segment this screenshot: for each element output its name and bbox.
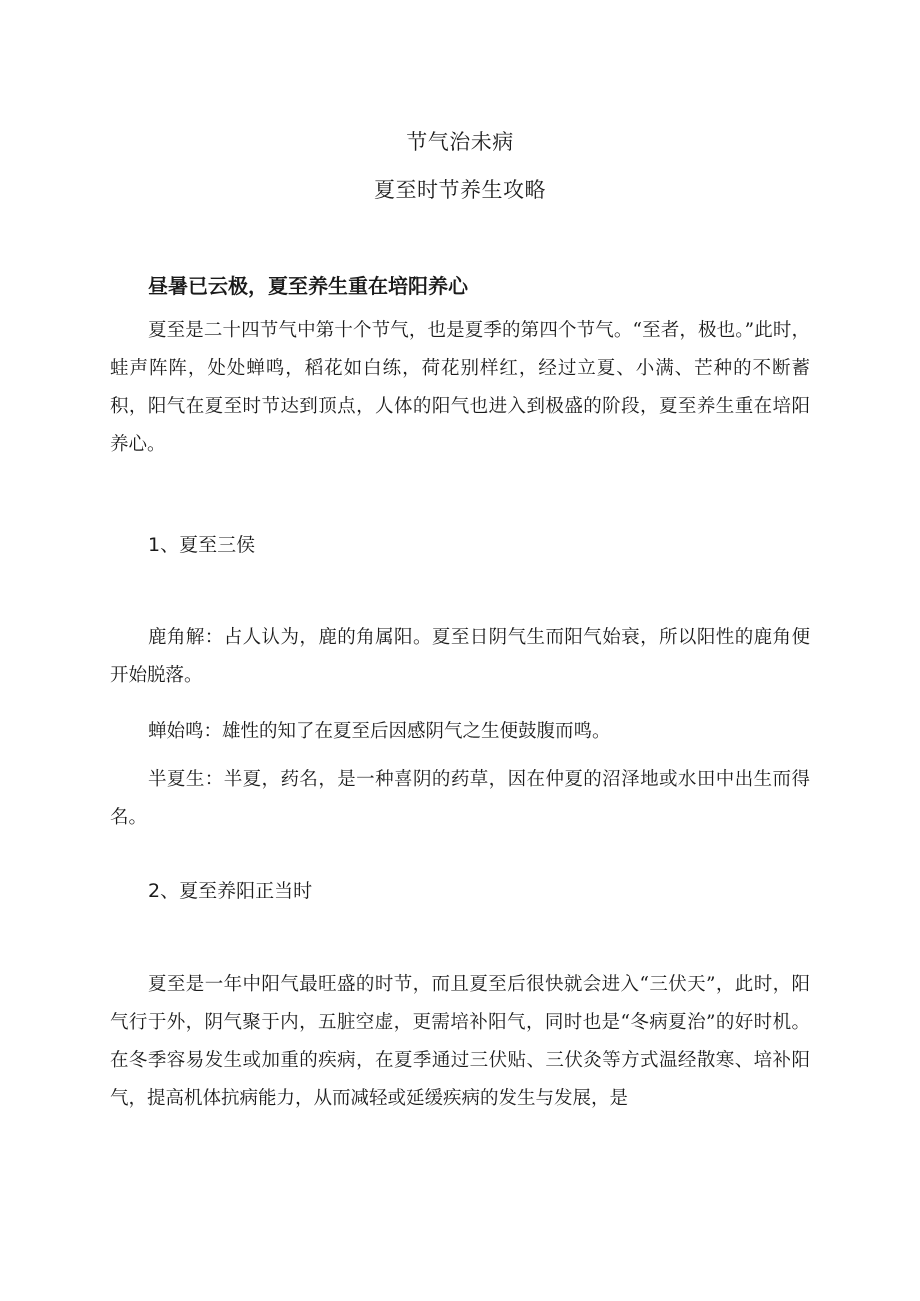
section-2-heading: 2、夏至养阳正当时	[148, 880, 313, 902]
hou-1-paragraph: 鹿角解：占人认为，鹿的角属阳。夏至日阴气生而阳气始衰，所以阳性的鹿角便开始脱落。	[110, 627, 810, 686]
main-heading: 昼暑已云极，夏至养生重在培阳养心	[148, 274, 468, 298]
section-1-heading: 1、夏至三侯	[148, 534, 256, 556]
hou-3-paragraph: 半夏生：半夏，药名，是一种喜阴的药草，因在仲夏的沼泽地或水田中出生而得名。	[110, 769, 810, 828]
hou-2-paragraph: 蝉始鸣：雄性的知了在夏至后因感阴气之生便鼓腹而鸣。	[148, 721, 611, 742]
document-title: 节气治未病	[406, 130, 514, 154]
intro-paragraph: 夏至是二十四节气中第十个节气，也是夏季的第四个节气。“至者，极也。”此时，蛙声阵阵，处处蝉鸣，稻花如白练，荷花别样红，经过立夏、小满、芒种的不断蓄积，阳气在夏至时节达到顶点，人体的阳气也进入到极盛的阶段，夏至养生重在培阳养心。	[110, 320, 810, 455]
section-2-paragraph: 夏至是一年中阳气最旺盛的时节，而且夏至后很快就会进入“三伏天”，此时，阳气行于外，阴气聚于内，五脏空虚，更需培补阳气，同时也是“冬病夏治”的好时机。在冬季容易发生或加重的疾病，在夏季通过三伏贴、三伏灸等方式温经散寒、培补阳气，提高机体抗病能力，从而减轻或延缓疾病的发生与发展，是	[110, 974, 810, 1109]
document-subtitle: 夏至时节养生攻略	[374, 178, 546, 202]
